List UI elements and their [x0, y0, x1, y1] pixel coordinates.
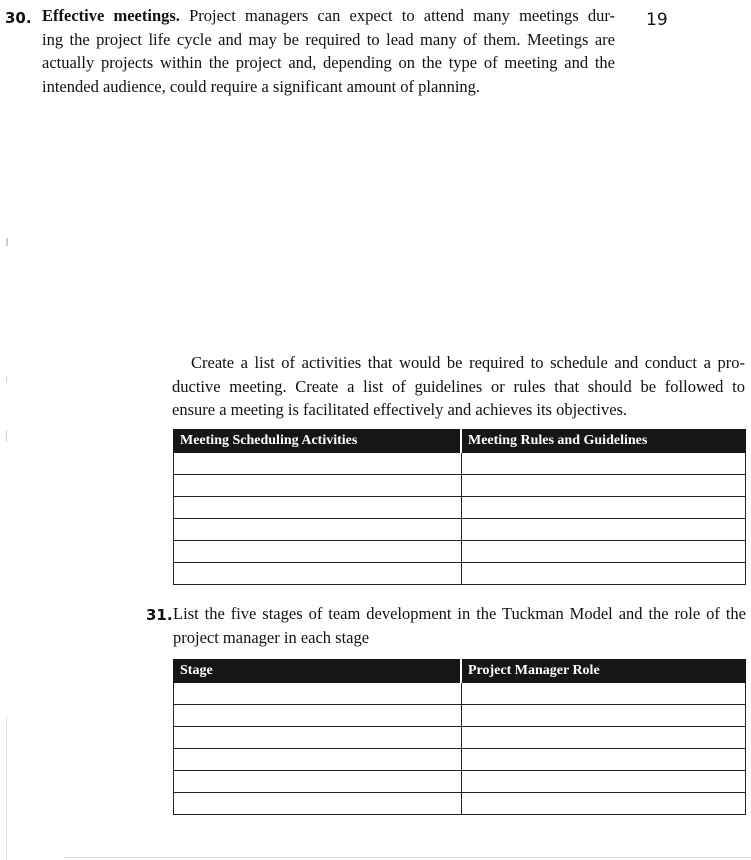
table-header-row — [174, 430, 746, 453]
scan-mark — [64, 857, 751, 858]
table-row — [174, 541, 746, 563]
instruction-line-2: ductive meeting. Create a list of guidelines or rules that should be followed to — [172, 376, 745, 396]
intro-line-3: actually projects within the project and, depending on the type of meeting and the — [42, 53, 615, 72]
instruction-line-3: ensure a meeting is facilitated effectively and achieves its objectives. — [172, 400, 628, 419]
meeting-table — [173, 429, 746, 585]
answer-cell[interactable] — [461, 541, 746, 563]
answer-cell[interactable] — [461, 453, 746, 475]
table-row — [174, 793, 746, 815]
table-row — [174, 749, 746, 771]
answer-cell[interactable] — [174, 793, 462, 815]
scan-mark — [6, 376, 7, 382]
question-30-intro — [42, 4, 615, 98]
table-row — [174, 771, 746, 793]
question-30-instructions — [172, 351, 745, 422]
scan-mark — [6, 238, 8, 246]
answer-cell[interactable] — [174, 541, 462, 563]
table-row — [174, 563, 746, 585]
table-row — [174, 475, 746, 497]
answer-cell[interactable] — [174, 453, 462, 475]
answer-cell[interactable] — [174, 749, 462, 771]
table-row — [174, 519, 746, 541]
answer-cell[interactable] — [174, 683, 462, 705]
scan-mark — [6, 716, 7, 860]
scan-mark — [6, 430, 7, 442]
q31-line-2: project manager in each stage — [173, 627, 370, 647]
answer-cell[interactable] — [461, 519, 746, 541]
table-header-row — [174, 660, 746, 683]
table-row — [174, 727, 746, 749]
answer-cell[interactable] — [174, 771, 462, 793]
answer-cell[interactable] — [174, 497, 462, 519]
question-30-title: Effective meetings. — [42, 6, 180, 25]
page-number: 19 — [646, 10, 668, 30]
answer-cell[interactable] — [174, 705, 462, 727]
q31-line-1: List the five stages of team development in the Tuckman Model and the role of the — [173, 604, 746, 623]
header-project-manager-role: Project Manager Role — [461, 660, 746, 683]
answer-cell[interactable] — [461, 475, 746, 497]
intro-line-1: Effective meetings. Project managers can expect to attend many meetings dur- — [42, 6, 615, 25]
answer-cell[interactable] — [461, 727, 746, 749]
intro-line-4: intended audience, could require a significant amount of planning. — [42, 76, 481, 96]
table-row — [174, 705, 746, 727]
answer-cell[interactable] — [461, 563, 746, 585]
header-rules-guidelines: Meeting Rules and Guidelines — [461, 430, 746, 453]
header-stage: Stage — [174, 660, 462, 683]
answer-cell[interactable] — [174, 563, 462, 585]
intro-line-2: ing the project life cycle and may be required to lead many of them. Meetings are — [42, 29, 615, 49]
answer-cell[interactable] — [174, 519, 462, 541]
header-scheduling-activities: Meeting Scheduling Activities — [174, 430, 462, 453]
answer-cell[interactable] — [174, 727, 462, 749]
answer-cell[interactable] — [461, 683, 746, 705]
tuckman-table — [173, 659, 746, 815]
question-30-number: 30. — [5, 9, 32, 27]
question-31-text — [173, 602, 746, 649]
answer-cell[interactable] — [174, 475, 462, 497]
instruction-line-1: Create a list of activities that would be required to schedule and conduct a pro- — [191, 353, 745, 372]
answer-cell[interactable] — [461, 705, 746, 727]
question-31-number: 31. — [146, 606, 173, 624]
answer-cell[interactable] — [461, 771, 746, 793]
table-row — [174, 453, 746, 475]
table-row — [174, 497, 746, 519]
answer-cell[interactable] — [461, 497, 746, 519]
answer-cell[interactable] — [461, 749, 746, 771]
table-row — [174, 683, 746, 705]
answer-cell[interactable] — [461, 793, 746, 815]
